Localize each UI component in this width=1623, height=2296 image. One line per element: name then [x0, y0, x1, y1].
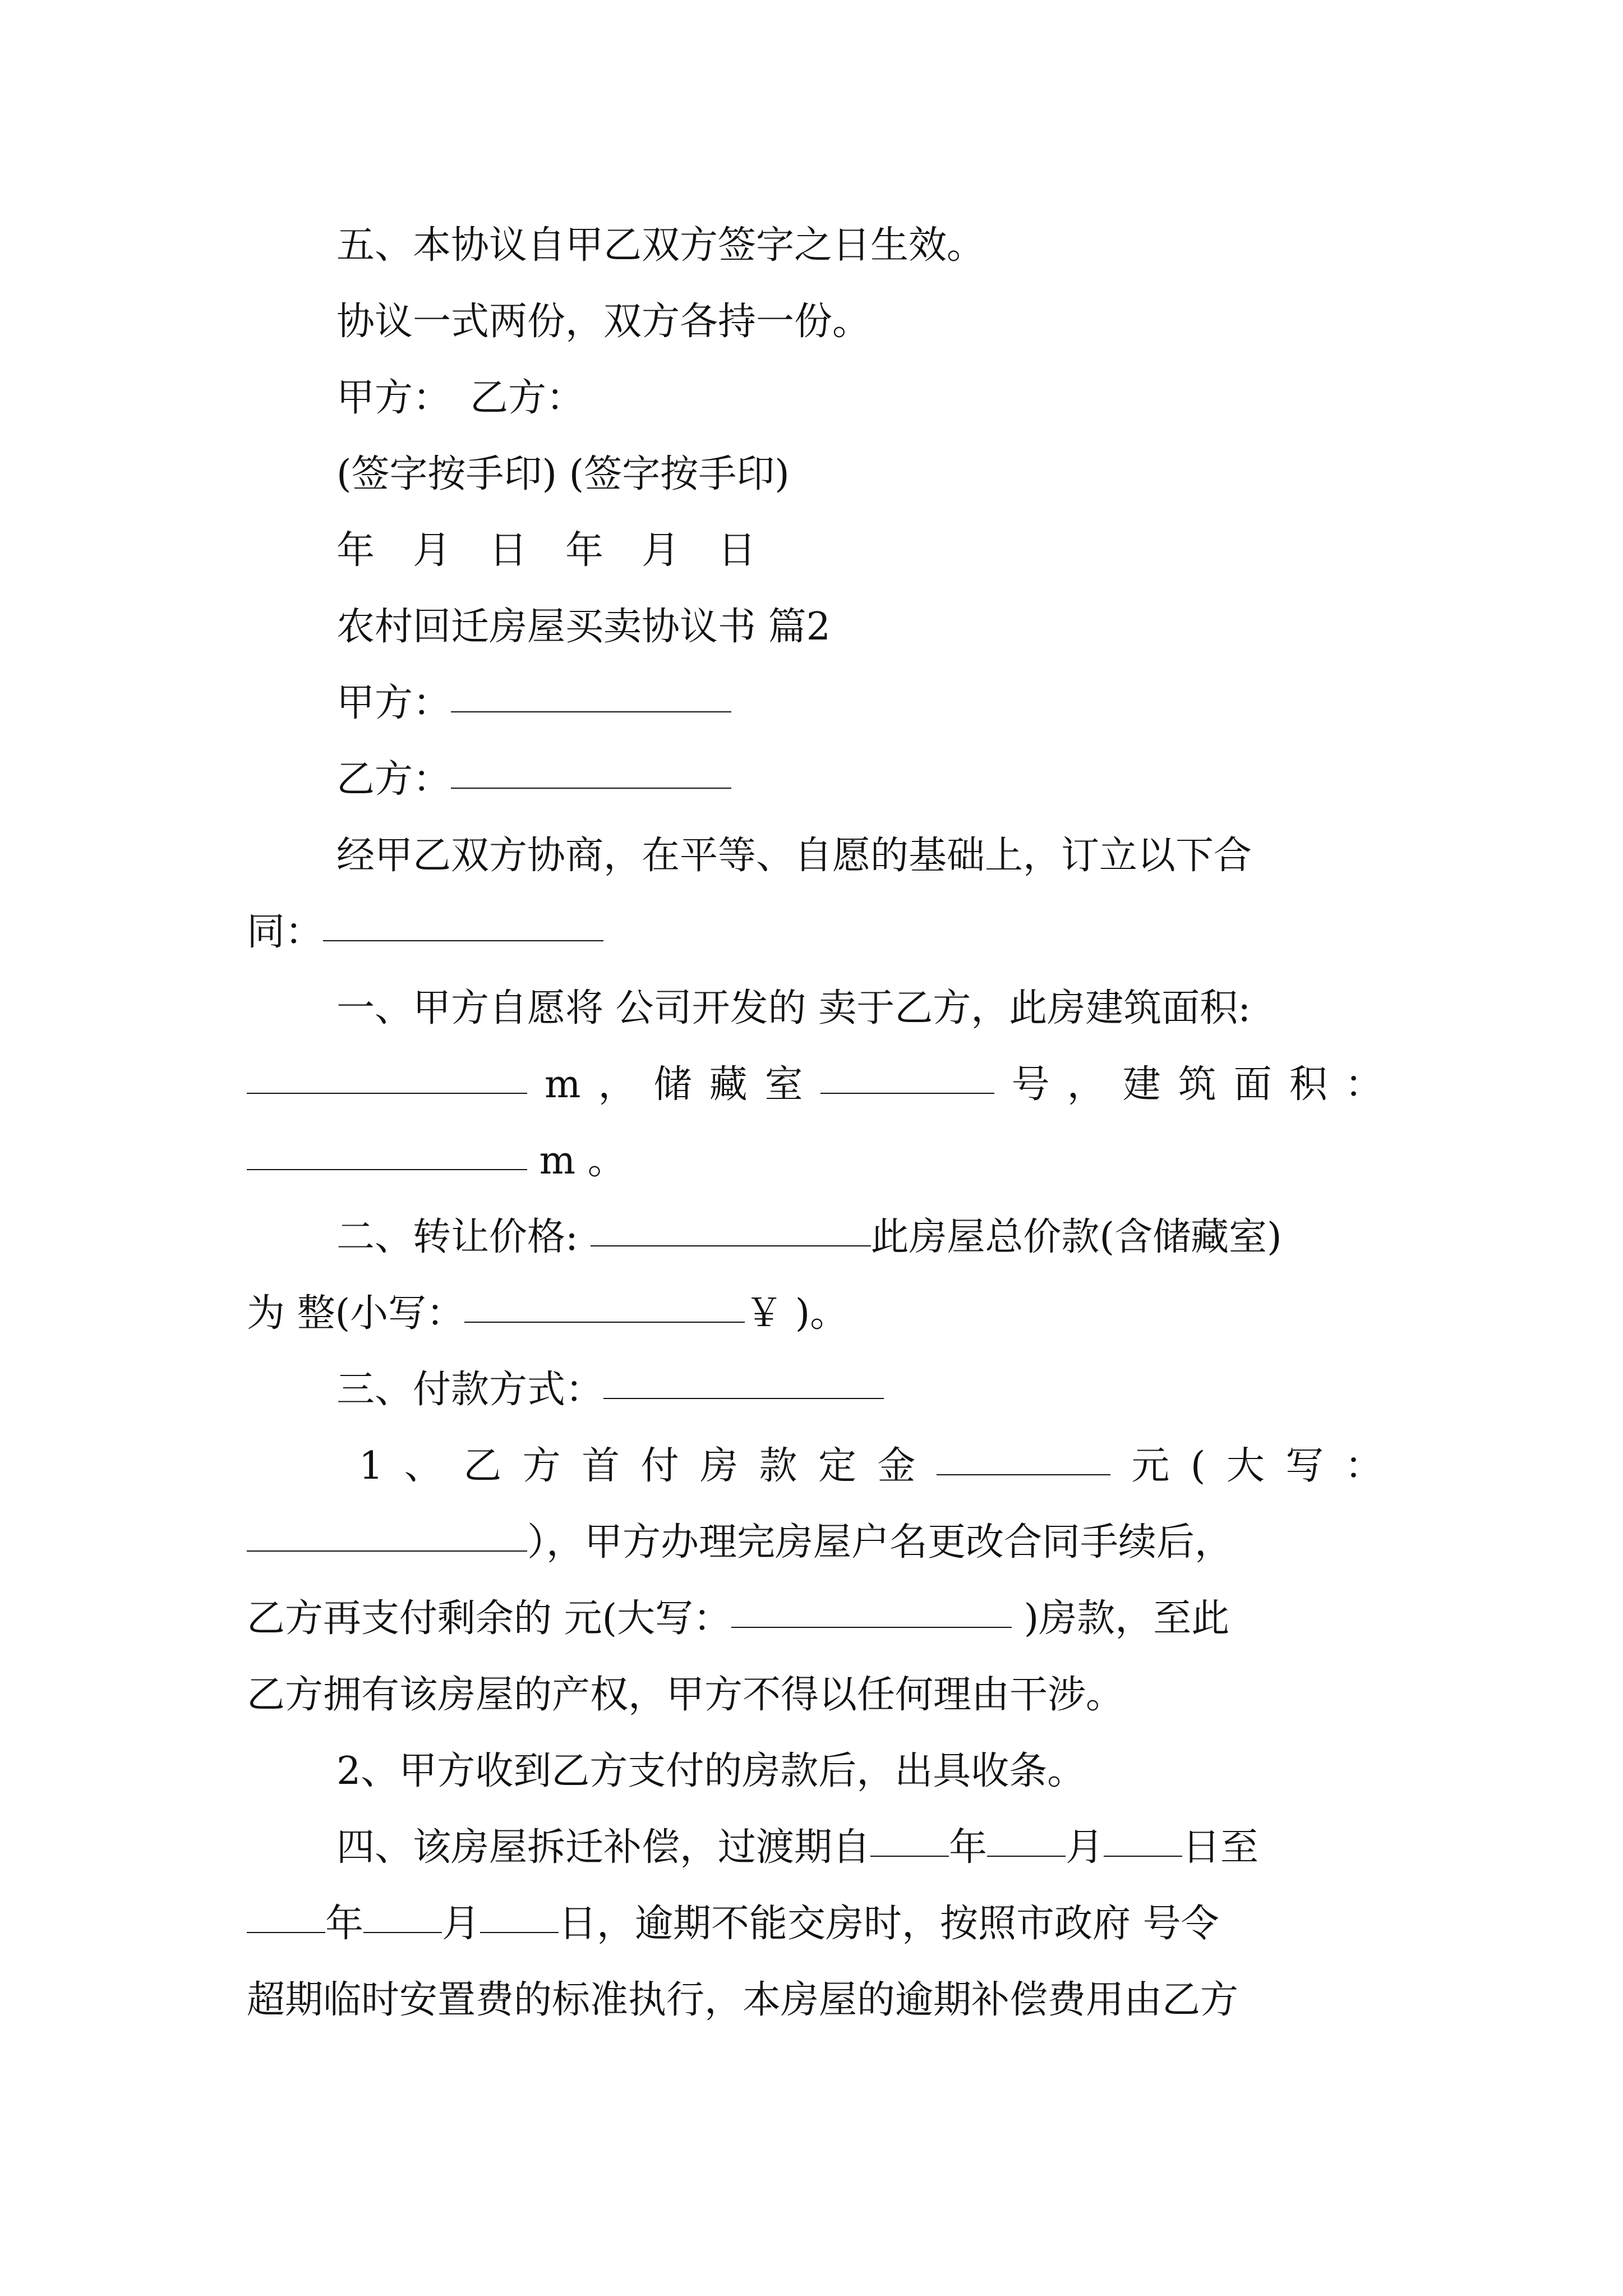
- clause-4-line-1: 四、该房屋拆迁补偿，过渡期自 年 月 日至: [336, 1810, 1258, 1886]
- price-blank: [591, 1199, 871, 1246]
- clause-3-title: 三、付款方式：: [336, 1352, 884, 1428]
- party-a-blank: [451, 665, 731, 712]
- clause-3-1-line-3: 乙方再支付剩余的 元(大写： )房款，至此: [247, 1581, 1229, 1657]
- storage-area-blank: [247, 1123, 527, 1170]
- start-month-blank: [987, 1810, 1066, 1857]
- clause-1-line-3: m 。: [247, 1123, 626, 1199]
- intro-line-2: 同：: [247, 894, 603, 970]
- section-title: 农村回迁房屋买卖协议书 篇2: [336, 605, 831, 649]
- deposit-words-blank: [247, 1504, 527, 1552]
- clause-2-line-2: 为 整(小写： ￥ )。: [247, 1276, 848, 1352]
- intro-line-1: 经甲乙双方协商，在平等、自愿的基础上，订立以下合: [336, 834, 1252, 878]
- intro-blank: [323, 894, 603, 941]
- price-number-blank: [464, 1276, 745, 1323]
- parties-signature-labels: 甲方： 乙方：: [336, 376, 585, 420]
- deposit-blank: [937, 1428, 1110, 1475]
- start-year-blank: [870, 1810, 949, 1857]
- signature-date-line: 年 月 日 年 月 日: [336, 528, 757, 573]
- clause-2-line-1: 二、转让价格: 此房屋总价款(含储藏室): [336, 1199, 1282, 1276]
- clause-5-text: 五、本协议自甲乙双方签字之日生效。: [336, 223, 985, 268]
- area-blank: [247, 1047, 527, 1094]
- copies-text: 协议一式两份，双方各持一份。: [336, 300, 871, 344]
- clause-3-1-line-4: 乙方拥有该房屋的产权，甲方不得以任何理由干涉。: [247, 1673, 1124, 1717]
- clause-1-line-1: 一、甲方自愿将 公司开发的 卖于乙方，此房建筑面积:: [336, 986, 1251, 1030]
- clause-3-2: 2、甲方收到乙方支付的房款后，出具收条。: [336, 1749, 1086, 1793]
- remaining-words-blank: [731, 1581, 1012, 1628]
- party-b-line: 乙方：: [336, 742, 731, 818]
- start-day-blank: [1104, 1810, 1182, 1857]
- clause-3-1-line-1: 1 、 乙 方 首 付 房 款 定 金 元 ( 大 写 ：: [359, 1428, 1383, 1504]
- end-year-blank: [247, 1886, 325, 1933]
- signature-fingerprint-note: (签字按手印) (签字按手印): [336, 452, 790, 496]
- payment-method-blank: [603, 1352, 884, 1399]
- party-a-line: 甲方：: [336, 665, 731, 742]
- clause-4-line-3: 超期临时安置费的标准执行，本房屋的逾期补偿费用由乙方: [247, 1978, 1239, 2022]
- clause-1-line-2: m ， 储 藏 室 号 ， 建 筑 面 积 ：: [247, 1047, 1383, 1123]
- end-day-blank: [480, 1886, 559, 1933]
- storage-room-blank: [820, 1047, 994, 1094]
- clause-3-1-line-2: ），甲方办理完房屋户名更改合同手续后，: [247, 1504, 1233, 1581]
- end-month-blank: [363, 1886, 442, 1933]
- party-b-blank: [451, 742, 731, 789]
- clause-4-line-2: 年 月 日，逾期不能交房时，按照市政府 号令: [247, 1886, 1219, 1962]
